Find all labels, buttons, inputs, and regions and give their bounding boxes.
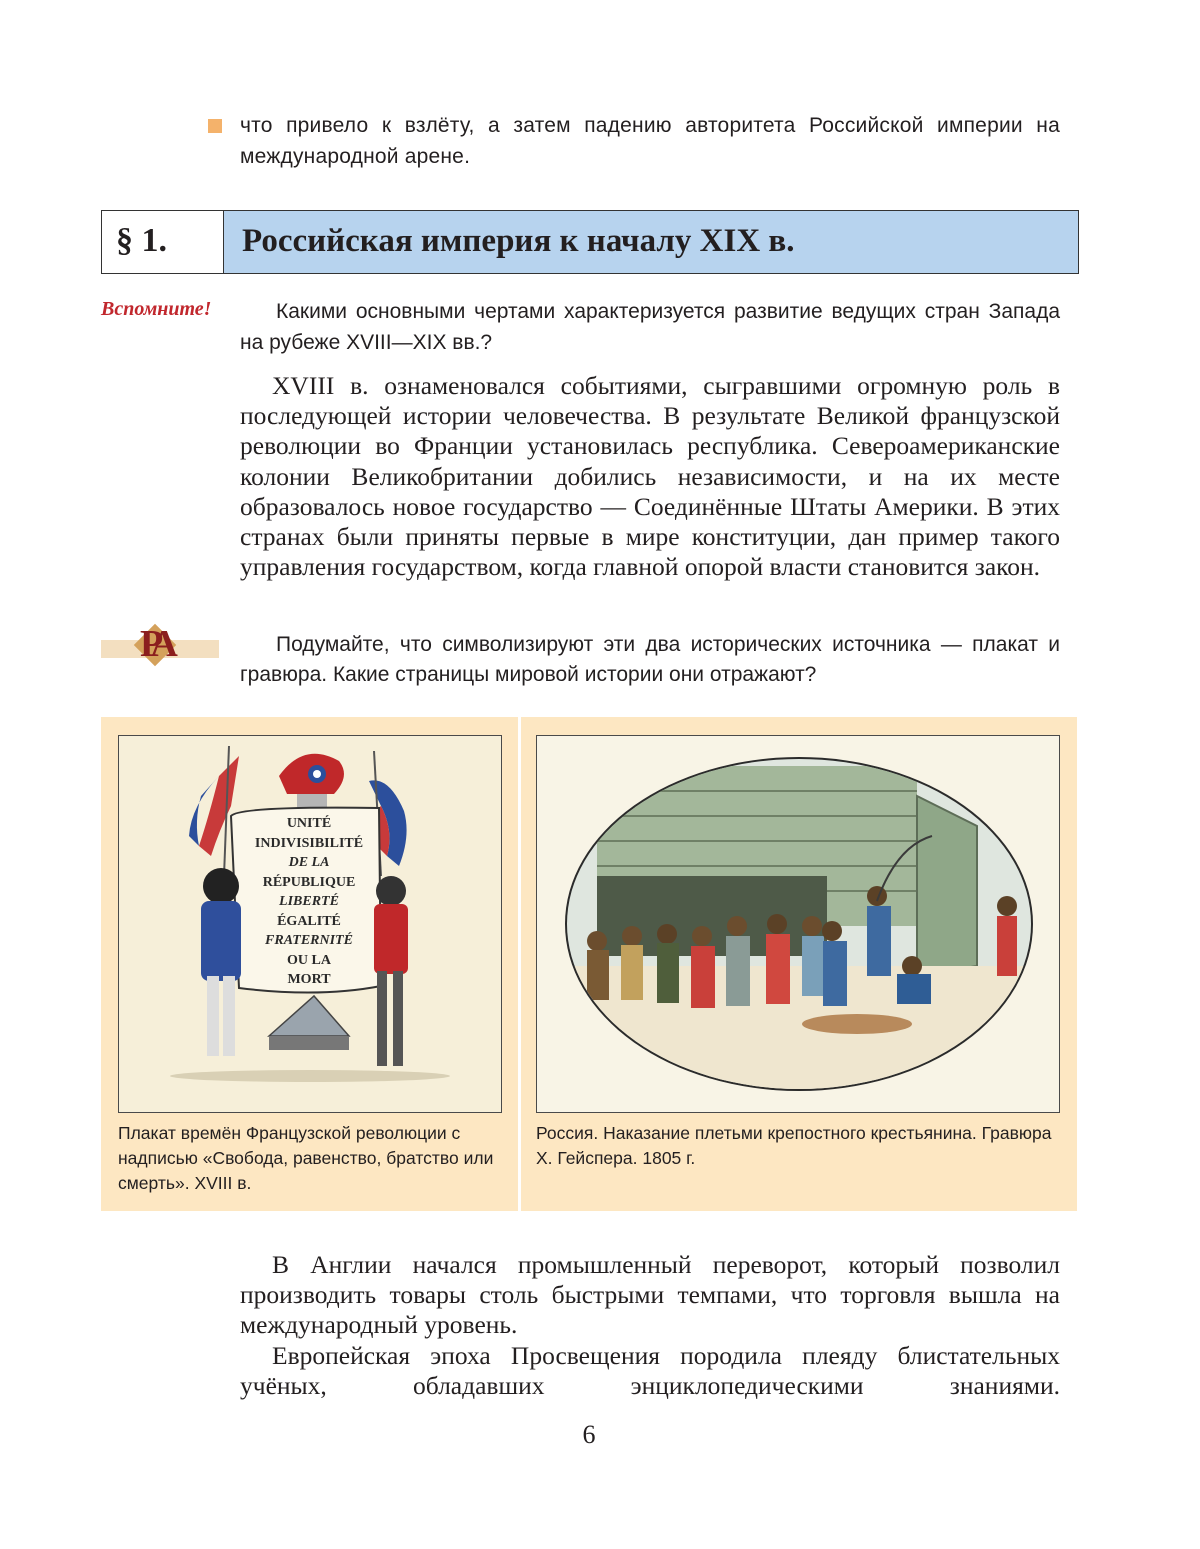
engraving-illustration xyxy=(537,736,1059,1112)
section-title-box xyxy=(224,211,1078,273)
paragraph-1: XVIII в. ознаменовался событиями, сыгравшими огромную роль в последующей истории человечества. В результате Великой французской революции во Франции установилась республика. Североамериканские колонии Великобритании добились независимости, и на их месте образовалось новое государство — Соединённые Штаты Америки. В этих странах были приняты первые в мире конституции, дан пример такого управления государством, когда главной опорой власти становится закон. xyxy=(240,371,1060,582)
poster-line: INDIVISIBILITÉ xyxy=(254,835,364,851)
section-number: § 1. xyxy=(116,222,167,259)
revolution-poster-image xyxy=(118,735,502,1113)
poster-line: FRATERNITÉ xyxy=(265,933,353,948)
paragraph-3: Европейская эпоха Просвещения породила плеяду блистательных учёных, обладавших энциклопедическими знаниями. xyxy=(240,1341,1060,1401)
section-number-box xyxy=(102,211,224,273)
poster-line: ÉGALITÉ xyxy=(277,913,341,929)
intro-bullet-text: что привело к взлёту, а затем падению авторитета Российской империи на международной арене. xyxy=(240,114,1060,168)
page-number: 6 xyxy=(582,1420,596,1449)
poster-inscription-lines xyxy=(239,814,379,990)
recall-question: Какими основными чертами характеризуется развитие ведущих стран Запада на рубеже XVIII—XIX вв.? xyxy=(240,300,1060,354)
illustration-panel xyxy=(101,717,1077,1211)
poster-line: OU LA xyxy=(287,952,331,968)
engraving-image xyxy=(536,735,1060,1113)
poster-line: LIBERTÉ xyxy=(279,894,339,909)
poster-line: DE LA xyxy=(288,855,330,870)
bullet-marker xyxy=(208,119,222,133)
recall-label: Вспомните! xyxy=(101,298,212,320)
poster-line: RÉPUBLIQUE xyxy=(262,874,356,890)
poster-line: UNITÉ xyxy=(286,816,332,831)
engraving-caption: Россия. Наказание плетьми крепостного крестьянина. Гравюра Х. Гейспера. 1805 г. xyxy=(536,1123,1052,1168)
think-question: Подумайте, что символизируют эти два исторических источника — плакат и гравюра. Какие страницы мировой истории они отражают? xyxy=(240,633,1060,686)
paragraph-2: В Англии начался промышленный переворот, который позволил производить товары столь быстрыми темпами, что торговля вышла на международный уровень. xyxy=(240,1250,1060,1340)
panel-divider xyxy=(518,717,521,1211)
section-title: Российская империя к началу XIX в. xyxy=(242,223,795,259)
poster-inscription xyxy=(239,814,379,990)
section-header xyxy=(101,210,1079,274)
poster-line: MORT xyxy=(287,972,331,987)
poster-caption: Плакат времён Французской революции с надписью «Свобода, равенство, братство или смерть». XVIII в. xyxy=(118,1123,494,1193)
ra-icon: РА xyxy=(140,623,170,665)
